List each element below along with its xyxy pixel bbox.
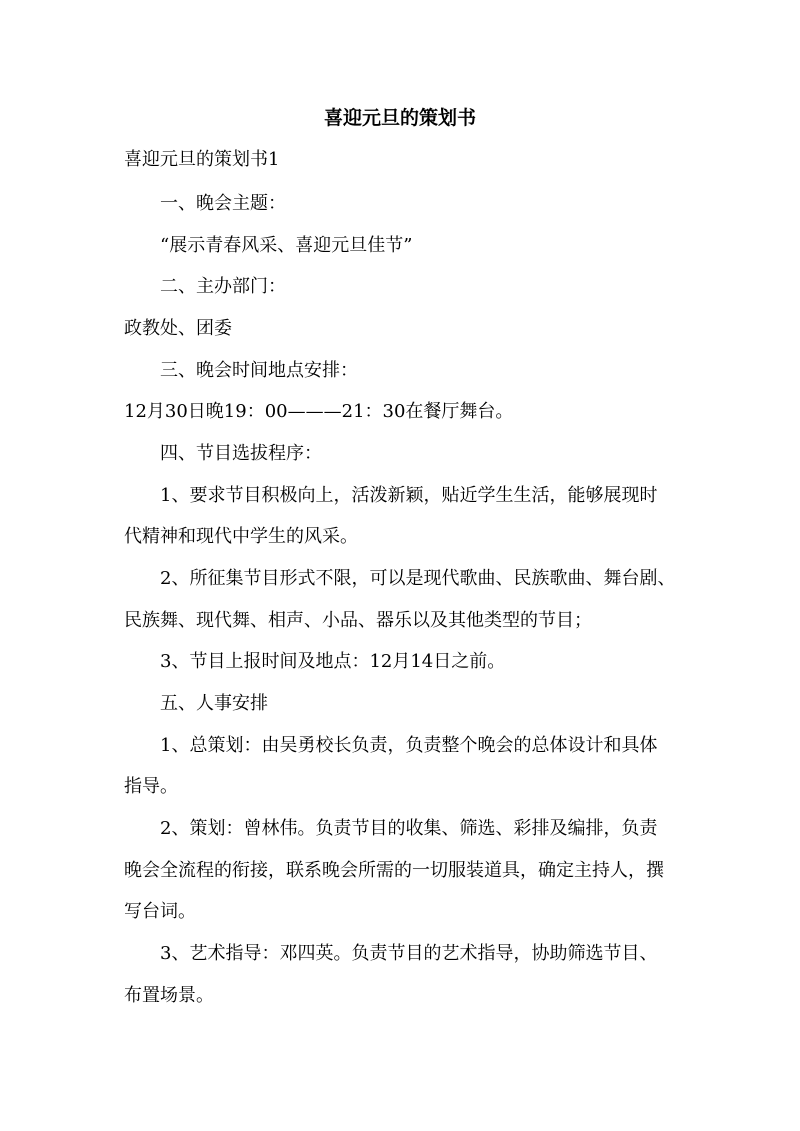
paragraph-line: 政教处、团委 (124, 318, 232, 339)
paragraph-line: “展示青春风采、喜迎元旦佳节” (160, 235, 413, 256)
paragraph-line: 1、要求节目积极向上，活泼新颖，贴近学生生活，能够展现时 (160, 485, 658, 506)
paragraph-line: 指导。 (124, 776, 178, 797)
paragraph-line: 一、晚会主题： (160, 193, 286, 214)
document-title: 喜迎元旦的策划书 (323, 107, 476, 129)
paragraph-line: 2、所征集节目形式不限，可以是现代歌曲、民族歌曲、舞台剧、 (160, 568, 676, 589)
paragraph-line: 写台词。 (124, 901, 196, 922)
paragraph-line: 1、总策划：由吴勇校长负责，负责整个晚会的总体设计和具体 (160, 735, 658, 756)
paragraph-line: 民族舞、现代舞、相声、小品、器乐以及其他类型的节目； (124, 610, 592, 631)
section-heading: 喜迎元旦的策划书1 (124, 149, 280, 170)
paragraph-line: 2、策划：曾林伟。负责节目的收集、筛选、彩排及编排，负责 (160, 818, 658, 839)
paragraph-line: 布置场景。 (124, 985, 214, 1006)
paragraph-line: 二、主办部门： (160, 276, 286, 297)
paragraph-line: 3、节目上报时间及地点：12月14日之前。 (160, 651, 506, 672)
paragraph-line: 12月30日晚19：00———21：30在餐厅舞台。 (124, 401, 514, 422)
paragraph-line: 四、节目选拔程序： (160, 443, 322, 464)
paragraph-line: 五、人事安排 (160, 693, 268, 714)
paragraph-line: 代精神和现代中学生的风采。 (124, 526, 358, 547)
paragraph-line: 3、艺术指导：邓四英。负责节目的艺术指导，协助筛选节目、 (160, 943, 658, 964)
paragraph-line: 晚会全流程的衔接，联系晚会所需的一切服装道具，确定主持人，撰 (124, 860, 664, 881)
paragraph-line: 三、晚会时间地点安排： (160, 360, 358, 381)
